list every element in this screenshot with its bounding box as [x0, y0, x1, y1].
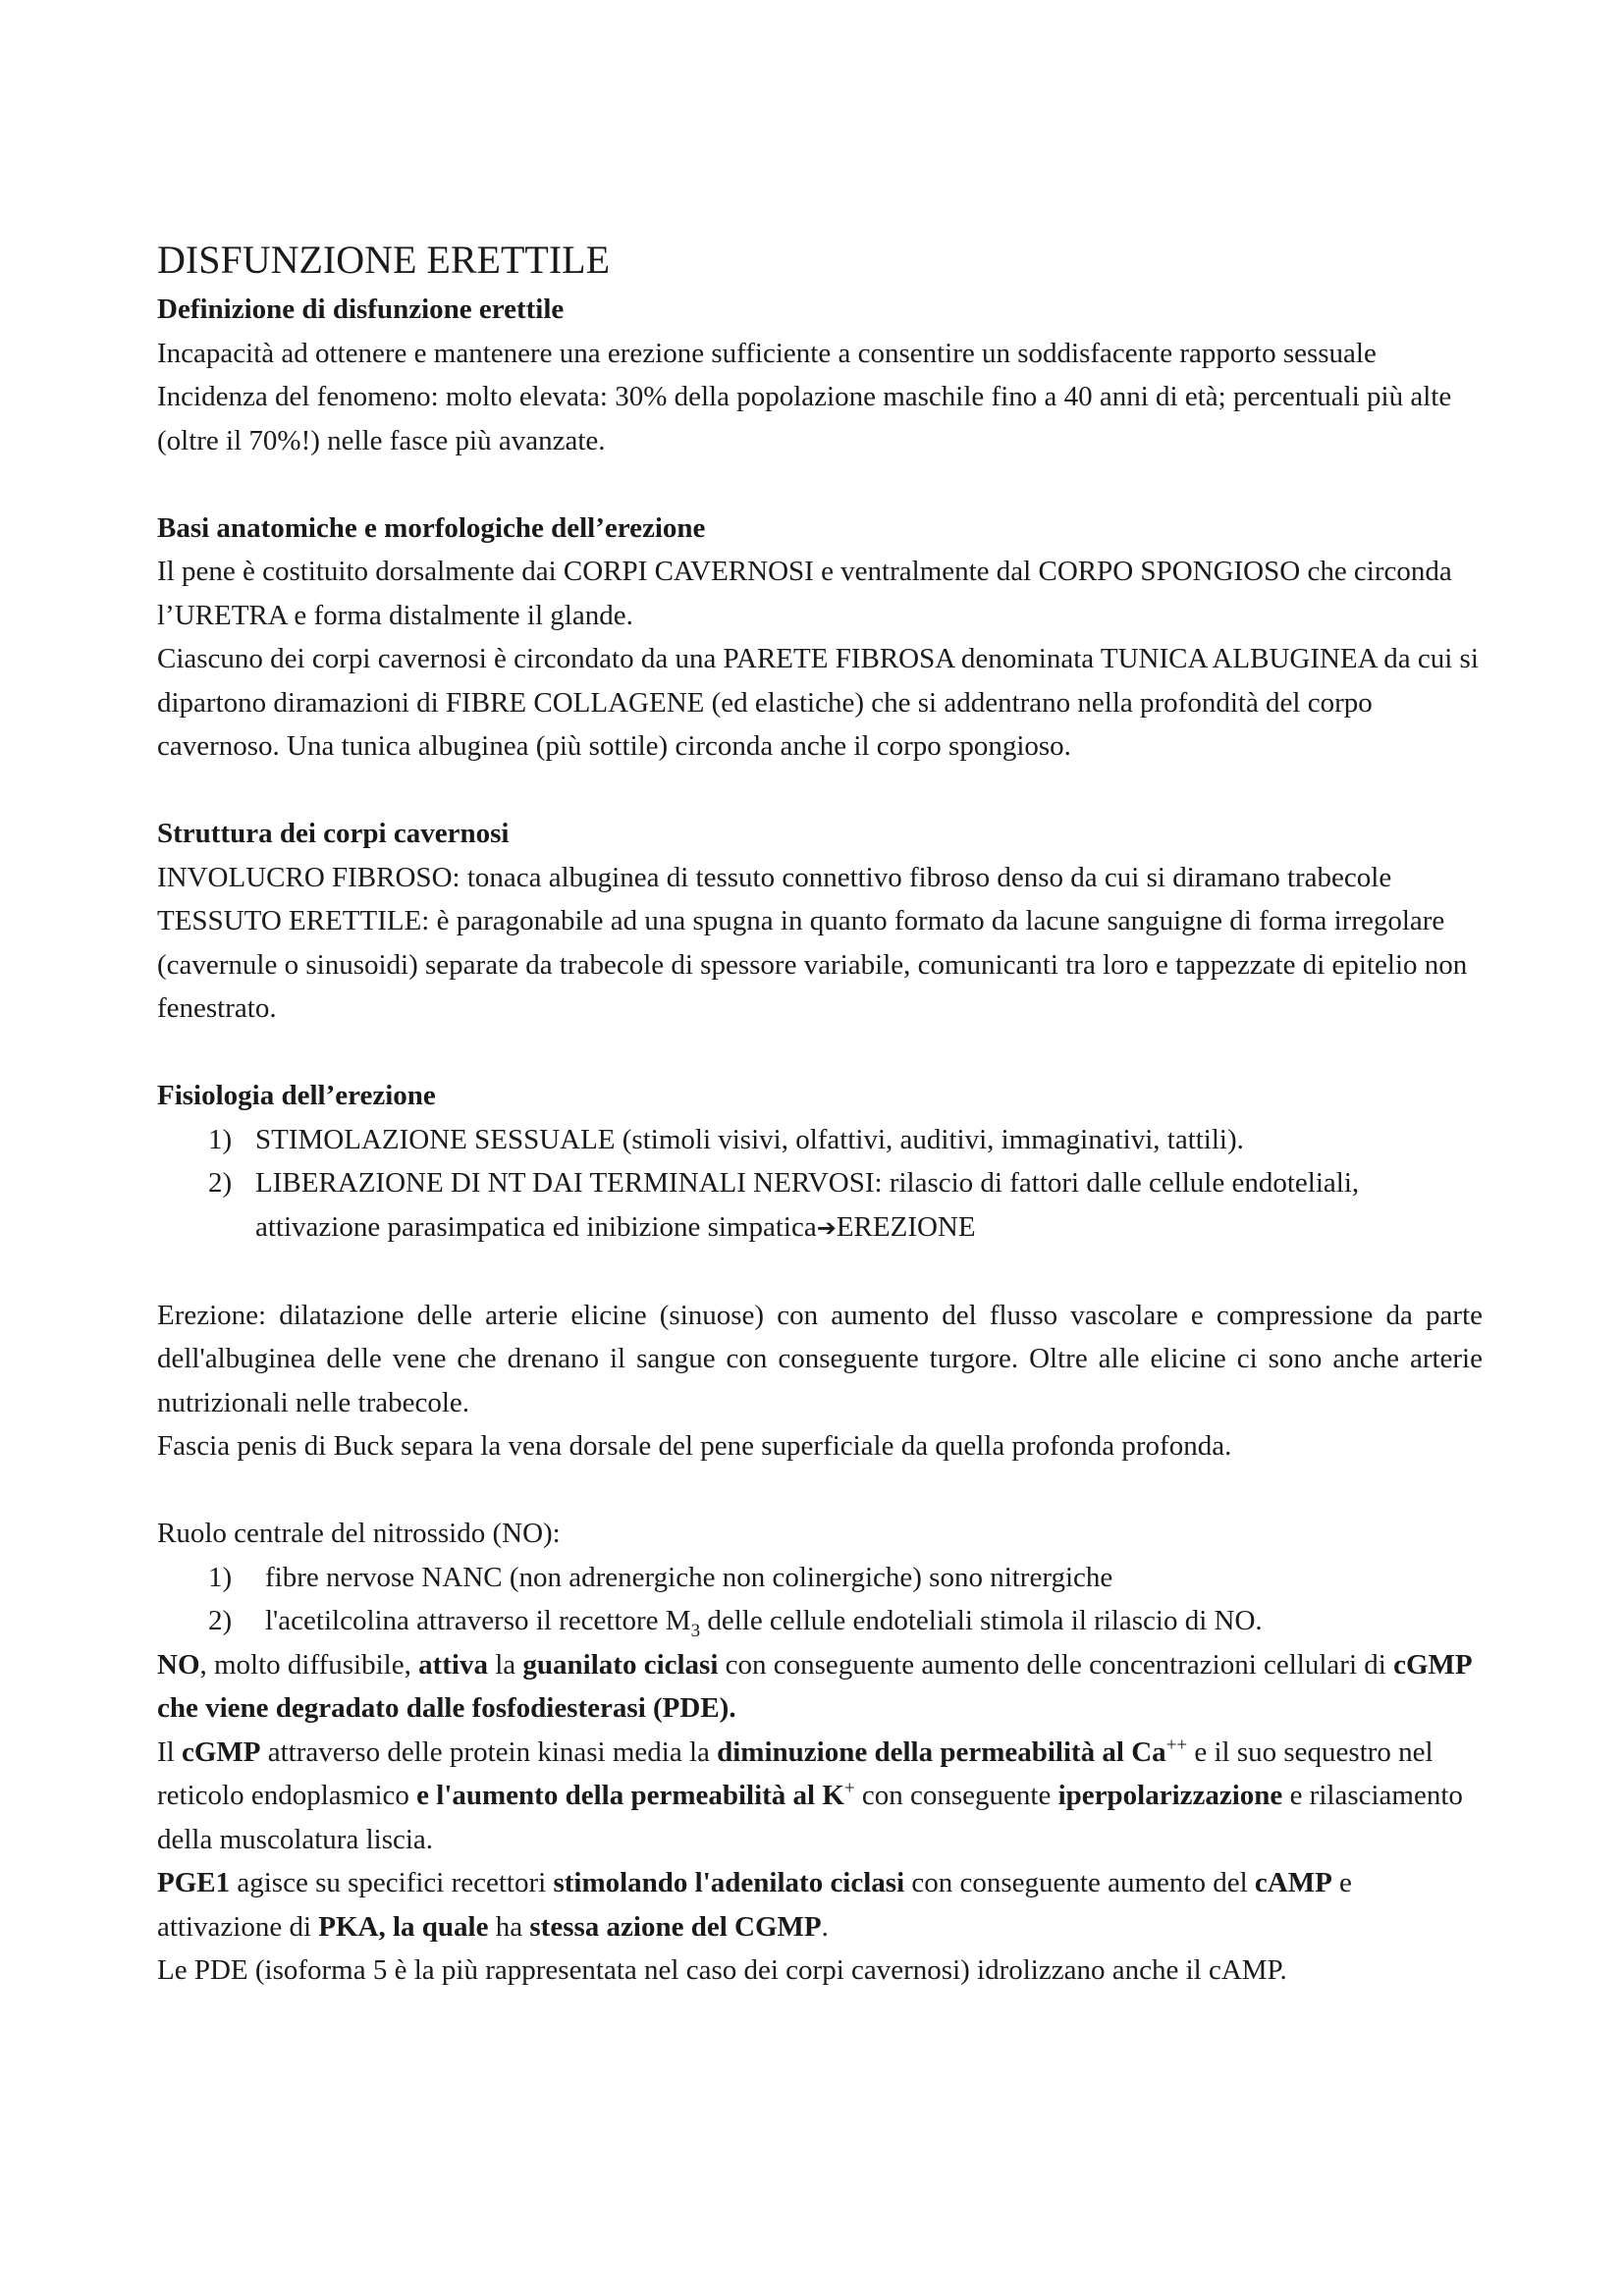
- list-item: [157, 1556, 1483, 1600]
- list-item: [157, 1161, 1483, 1250]
- list-item-text: LIBERAZIONE DI NT DAI TERMINALI NERVOSI: rilascio di fattori dalle cellule endoteliali, attivazione parasimpatica ed inibizione simpatica: [255, 1167, 1360, 1243]
- paragraph: Incidenza del fenomeno: molto elevata: 30% della popolazione maschile fino a 40 anni di età; percentuali più alte (oltre il 70%!) nelle fasce più avanzate.: [157, 381, 1452, 456]
- document-title: DISFUNZIONE ERETTILE: [157, 238, 611, 282]
- list-item-text: STIMOLAZIONE SESSUALE (stimoli visivi, olfattivi, auditivi, immaginativi, tattili).: [255, 1123, 1244, 1155]
- document-page: [157, 236, 1483, 1993]
- section-heading-fisiologia: Fisiologia dell’erezione: [157, 1080, 436, 1111]
- list-item-text: EREZIONE: [836, 1210, 976, 1243]
- paragraph-pge1: PGE1 agisce su specifici recettori stimolando l'adenilato ciclasi con conseguente aumento del cAMP e attivazione di PKA, la quale ha stessa azione del CGMP.: [157, 1867, 1352, 1943]
- list-item: [157, 1599, 1483, 1643]
- paragraph: INVOLUCRO FIBROSO: tonaca albuginea di tessuto connettivo fibroso denso da cui si diramano trabecole: [157, 861, 1392, 893]
- paragraph-erezione: Erezione: dilatazione delle arterie elicine (sinuose) con aumento del flusso vascolare e compressione da parte dell'albuginea delle vene che drenano il sangue con conseguente turgore. Oltre alle elicine ci sono anche arterie nutrizionali nelle trabecole.: [157, 1299, 1483, 1418]
- paragraph-fascia: Fascia penis di Buck separa la vena dorsale del pene superficiale da quella profonda profonda.: [157, 1430, 1232, 1462]
- paragraph-pde: Le PDE (isoforma 5 è la più rappresentata nel caso dei corpi cavernosi) idrolizzano anche il cAMP.: [157, 1954, 1287, 1986]
- list-item-text: fibre nervose NANC (non adrenergiche non colinergiche) sono nitrergiche: [265, 1561, 1113, 1593]
- list-number: 1): [208, 1561, 233, 1593]
- list-number: 2): [208, 1605, 233, 1636]
- paragraph-ruolo-no: Ruolo centrale del nitrossido (NO):: [157, 1518, 561, 1549]
- section-heading-definizione: Definizione di disfunzione erettile: [157, 294, 565, 325]
- list-item-text: delle cellule endoteliali stimola il rilascio di NO.: [700, 1605, 1263, 1636]
- paragraph: Il pene è costituito dorsalmente dai CORPI CAVERNOSI e ventralmente dal CORPO SPONGIOSO che circonda l’URETRA e forma distalmente il glande.: [157, 556, 1452, 631]
- paragraph: Incapacità ad ottenere e mantenere una erezione sufficiente a consentire un soddisfacente rapporto sessuale: [157, 337, 1377, 369]
- paragraph: Ciascuno dei corpi cavernosi è circondato da una PARETE FIBROSA denominata TUNICA ALBUGINEA da cui si dipartono diramazioni di FIBRE COLLAGENE (ed elastiche) che si addentrano nella profondità del corpo cavernoso. Una tunica albuginea (più sottile) circonda anche il corpo spongioso.: [157, 643, 1479, 762]
- paragraph: TESSUTO ERETTILE: è paragonabile ad una spugna in quanto formato da lacune sanguigne di forma irregolare (cavernule o sinusoidi) separate da trabecole di spessore variabile, comunicanti tra loro e tappezzate di epitelio non fenestrato.: [157, 905, 1468, 1024]
- numbered-list: [157, 1118, 1483, 1251]
- list-item: [157, 1118, 1483, 1162]
- paragraph-no: NO, molto diffusibile, attiva la guanilato ciclasi con conseguente aumento delle concentrazioni cellulari di cGMP che viene degradato dalle fosfodiesterasi (PDE).: [157, 1648, 1471, 1724]
- paragraph-cgmp: Il cGMP attraverso delle protein kinasi media la diminuzione della permeabilità al Ca++ e il suo sequestro nel reticolo endoplasmico e l'aumento della permeabilità al K+ con conseguente iperpolarizzazione e rilasciamento della muscolatura liscia.: [157, 1734, 1463, 1855]
- list-number: 1): [208, 1123, 233, 1155]
- subscript: 3: [690, 1620, 701, 1641]
- section-heading-struttura: Struttura dei corpi cavernosi: [157, 818, 510, 849]
- list-item-text: l'acetilcolina attraverso il recettore M: [265, 1605, 691, 1636]
- right-arrow-icon: ➔: [816, 1213, 837, 1242]
- section-heading-basi-anatomiche: Basi anatomiche e morfologiche dell’erezione: [157, 511, 706, 544]
- numbered-list: [157, 1556, 1483, 1643]
- list-number: 2): [208, 1167, 233, 1199]
